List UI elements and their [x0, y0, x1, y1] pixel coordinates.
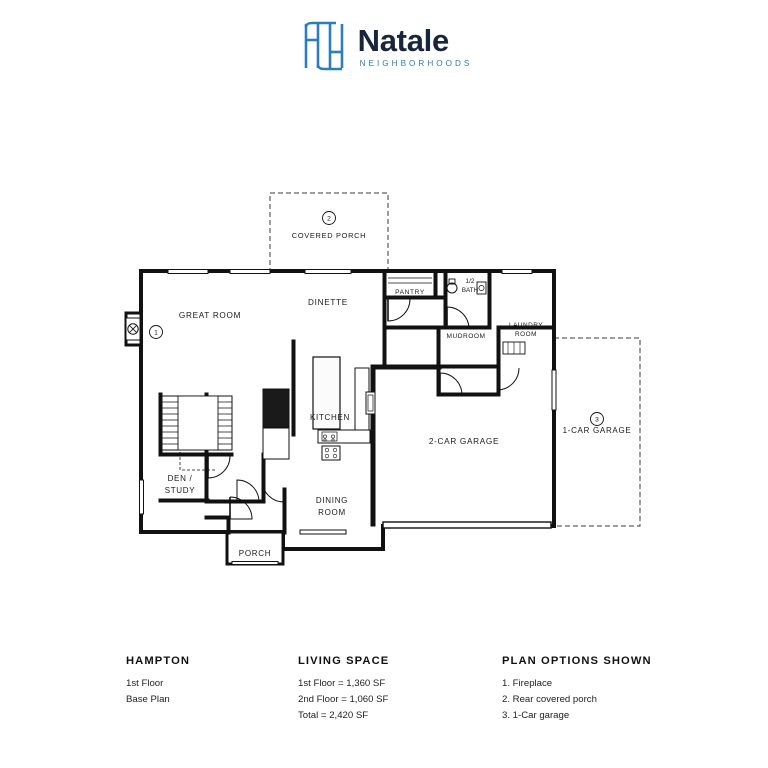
svg-text:1: 1 — [154, 329, 158, 337]
label-porch: PORCH — [238, 549, 272, 558]
label-dining-line2: ROOM — [318, 508, 346, 517]
label-two-car-garage: 2-CAR GARAGE — [428, 437, 500, 446]
label-covered-porch: COVERED PORCH — [291, 231, 367, 240]
footer-plan-variant: Base Plan — [126, 694, 170, 705]
brand-name: Natale — [357, 22, 449, 58]
marker-option-2 — [323, 212, 336, 225]
label-kitchen: KITCHEN — [309, 413, 351, 422]
footer-heading-living-space: LIVING SPACE — [298, 655, 390, 667]
footer-column-plan-options — [502, 655, 652, 725]
footer-heading-plan-options: PLAN OPTIONS SHOWN — [502, 655, 652, 667]
plan-option-3: 3. 1-Car garage — [502, 710, 570, 721]
floor-plan-drawing — [0, 140, 768, 600]
marker-option-1 — [150, 326, 163, 339]
label-half-bath-line1: 1/2 — [465, 278, 475, 285]
svg-text:3: 3 — [595, 416, 599, 424]
label-den-line1: DEN / — [167, 474, 193, 483]
living-space-first-floor: 1st Floor = 1,360 SF — [298, 678, 386, 689]
label-great-room: GREAT ROOM — [178, 311, 242, 320]
plan-option-1: 1. Fireplace — [502, 678, 553, 689]
footer-heading-plan-name: HAMPTON — [126, 655, 191, 667]
footer-column-plan-name — [126, 655, 190, 709]
label-den-line2: STUDY — [164, 486, 196, 495]
plan-details-footer — [0, 655, 768, 755]
label-dinette: DINETTE — [308, 298, 348, 307]
label-half-bath-line2: BATH — [461, 287, 479, 294]
living-space-total: Total = 2,420 SF — [298, 710, 369, 721]
label-laundry-line1: LAUNDRY — [509, 322, 543, 329]
label-laundry-line2: ROOM — [515, 331, 537, 338]
svg-text:2: 2 — [327, 215, 331, 223]
label-one-car-garage: 1-CAR GARAGE — [562, 426, 632, 435]
plan-option-2: 2. Rear covered porch — [502, 694, 597, 705]
footer-column-living-space — [298, 655, 389, 725]
label-dining-line1: DINING — [315, 496, 349, 505]
marker-option-3 — [591, 413, 604, 426]
footer-plan-floor: 1st Floor — [126, 678, 164, 689]
brand-logo — [0, 18, 768, 74]
fireplace-fixture — [126, 318, 140, 340]
label-pantry: PANTRY — [395, 289, 425, 296]
brand-tagline: NEIGHBORHOODS — [359, 58, 473, 68]
living-space-second-floor: 2nd Floor = 1,060 SF — [298, 694, 389, 705]
monogram-n-icon — [296, 18, 350, 74]
label-mudroom: MUDROOM — [446, 333, 486, 340]
